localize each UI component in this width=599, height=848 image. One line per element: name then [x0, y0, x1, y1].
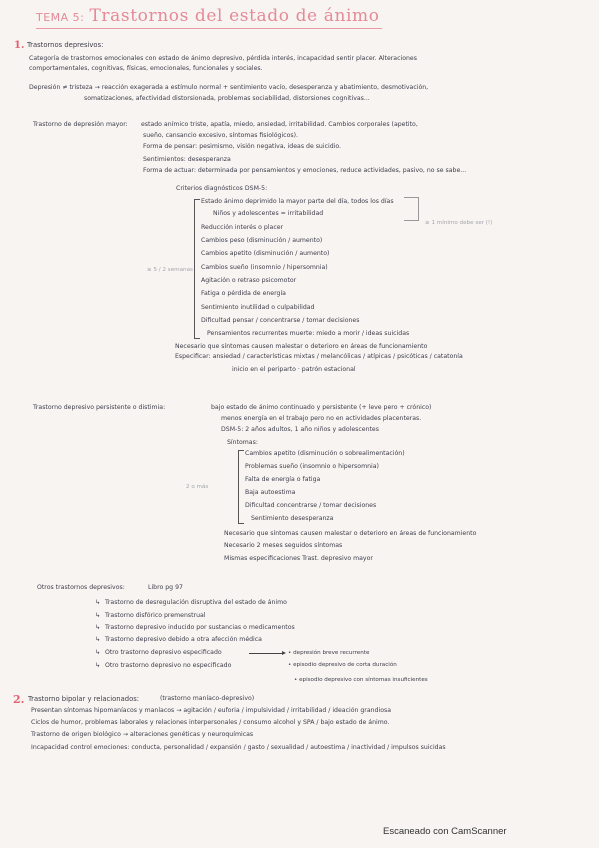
- otros-heading: Otros trastornos depresivos:: [37, 584, 125, 591]
- bipolar-line: Ciclos de humor, problemas laborales y relaciones interpersonales / consumo alcohol y SPA / bajo estado de ánimo.: [31, 719, 390, 726]
- symptom: Cambios apetito (disminución o sobrealimentación): [245, 450, 405, 457]
- otros-item: Trastorno depresivo debido a otra afección médica: [105, 636, 262, 643]
- symptoms-count-note: 2 o más: [186, 484, 209, 490]
- mayor-note: Especificar: ansiedad / características mixtas / melancólicas / atípicas / psicóticas / catatonía: [175, 353, 463, 360]
- intro-line: comportamentales, cognitivas, físicas, emocionales, funcionales y sociales.: [29, 65, 263, 72]
- otros-arrow: ↳: [95, 662, 101, 669]
- symptoms-bracket: [238, 450, 244, 524]
- bipolar-line: Trastorno de origen biológico → alteraciones genéticas y neuroquímicas: [31, 731, 254, 738]
- otros-item: Otro trastorno depresivo especificado: [105, 649, 222, 656]
- persistente-note: Mismas especificaciones Trast. depresivo mayor: [224, 555, 373, 562]
- intro-line: somatizaciones, afectividad distorsionada, problemas sociabilidad, distorsiones cognitivas...: [84, 95, 370, 102]
- section-1-heading: Trastornos depresivos:: [27, 41, 104, 49]
- section-2-heading: Trastorno bipolar y relacionados:: [28, 695, 140, 703]
- otros-item: Trastorno de desregulación disruptiva del estado de ánimo: [105, 599, 287, 606]
- symptom: Falta de energía o fatiga: [245, 476, 321, 483]
- criteria-heading: Criterios diagnósticos DSM-5:: [176, 185, 268, 192]
- criterion: Sentimiento inutilidad o culpabilidad: [201, 304, 315, 311]
- mayor-line: estado anímico triste, apatía, miedo, ansiedad, irritabilidad. Cambios corporales (apetito,: [141, 121, 418, 128]
- criterion: Pensamientos recurrentes muerte: miedo a morir / ideas suicidas: [207, 330, 410, 337]
- criteria-brace: [404, 197, 419, 221]
- title-underline: [36, 28, 382, 29]
- mayor-line: sueño, cansancio excesivo, síntomas fisiológicos).: [143, 132, 298, 139]
- persistente-note: Necesario 2 meses seguidos síntomas: [224, 542, 343, 549]
- criterion: Cambios peso (disminución / aumento): [201, 237, 323, 244]
- persistente-line: menos energía en el trabajo pero no en actividades placenteras.: [221, 415, 422, 422]
- mayor-line: Forma de actuar: determinada por pensamientos y emociones, reduce actividades, pasivo, no se sabe...: [143, 167, 467, 174]
- specified-note: • depresión breve recurrente: [288, 650, 370, 656]
- otros-item: Otro trastorno depresivo no especificado: [105, 662, 232, 669]
- otros-item: Trastorno depresivo inducido por sustancias o medicamentos: [105, 624, 295, 631]
- specified-note: • episodio depresivo de corta duración: [288, 662, 397, 668]
- intro-line: Depresión ≠ tristeza → reacción exagerada a estímulo normal + sentimiento vacío, desesperanza y abatimiento, desmotivación,: [29, 84, 429, 91]
- criterion-sub: Niños y adolescentes = irritabilidad: [213, 210, 324, 217]
- otros-arrow: ↳: [95, 599, 101, 606]
- otros-arrow: ↳: [95, 636, 101, 643]
- page-title: [36, 6, 380, 26]
- symptom: Problemas sueño (insomnio o hipersomnia): [245, 463, 379, 470]
- section-2-heading-note: (trastorno maníaco-depresivo): [160, 695, 255, 702]
- criterion: Cambios apetito (disminución / aumento): [201, 250, 330, 257]
- symptom: Dificultad concentrarse / tomar decisiones: [245, 502, 377, 509]
- section-2-number: 2.: [13, 693, 25, 706]
- criteria-count-note: ≥ 5 / 2 semanas: [147, 267, 193, 273]
- topic-title: Trastornos del estado de ánimo: [89, 6, 380, 26]
- criterion: Fatiga o pérdida de energía: [201, 290, 286, 297]
- bipolar-line: Incapacidad control emociones: conducta, personalidad / expansión / gasto / sexualidad / autoestima / inactividad / impulsos suicidas: [31, 744, 446, 751]
- criterion: Estado ánimo deprimido la mayor parte del día, todos los días: [201, 198, 394, 205]
- symptom: Sentimiento desesperanza: [251, 515, 334, 522]
- mayor-line: Sentimientos: desesperanza: [143, 156, 231, 163]
- scanner-watermark: Escaneado con CamScanner: [383, 826, 507, 837]
- otros-item: Trastorno disfórico premenstrual: [105, 612, 206, 619]
- symptom: Baja autoestima: [245, 489, 296, 496]
- criteria-side-note: ≥ 1 mínimo debe ser (!): [425, 220, 493, 226]
- persistente-note: Necesario que síntomas causen malestar o deterioro en áreas de funcionamiento: [224, 530, 477, 537]
- otros-arrow: ↳: [95, 612, 101, 619]
- otros-arrow: ↳: [95, 649, 101, 656]
- mayor-note: inicio en el periparto · patrón estacional: [232, 366, 356, 373]
- bipolar-line: Presentan síntomas hipomaníacos y maníacos → agitación / euforia / impulsividad / irritabilidad / ideación grandiosa: [31, 707, 392, 714]
- topic-label: TEMA 5:: [36, 11, 85, 24]
- intro-line: Categoría de trastornos emocionales con estado de ánimo depresivo, pérdida interés, incapacidad sentir placer. Alteraciones: [29, 55, 417, 62]
- otros-arrow: ↳: [95, 624, 101, 631]
- otros-reference: Libro pg 97: [148, 584, 183, 591]
- persistente-heading: Trastorno depresivo persistente o distimia:: [33, 404, 166, 411]
- criterion: Dificultad pensar / concentrarse / tomar decisiones: [201, 317, 360, 324]
- mayor-note: Necesario que síntomas causen malestar o deterioro en áreas de funcionamiento: [175, 343, 428, 350]
- criteria-bracket: [194, 199, 200, 339]
- mayor-line: Forma de pensar: pesimismo, visión negativa, ideas de suicidio.: [143, 143, 341, 150]
- criterion: Reducción interés o placer: [201, 224, 284, 231]
- specified-note: • episodio depresivo con síntomas insuficientes: [294, 677, 428, 683]
- criterion: Agitación o retraso psicomotor: [201, 277, 297, 284]
- specified-arrow: [249, 653, 283, 654]
- section-1-number: 1.: [14, 40, 25, 51]
- mayor-heading: Trastorno de depresión mayor:: [33, 121, 128, 128]
- symptoms-heading: Síntomas:: [227, 439, 258, 446]
- persistente-line: DSM-5: 2 años adultos, 1 año niños y adolescentes: [221, 426, 379, 433]
- persistente-line: bajo estado de ánimo continuado y persistente (+ leve pero + crónico): [211, 404, 432, 411]
- criterion: Cambios sueño (insomnio / hipersomnia): [201, 264, 328, 271]
